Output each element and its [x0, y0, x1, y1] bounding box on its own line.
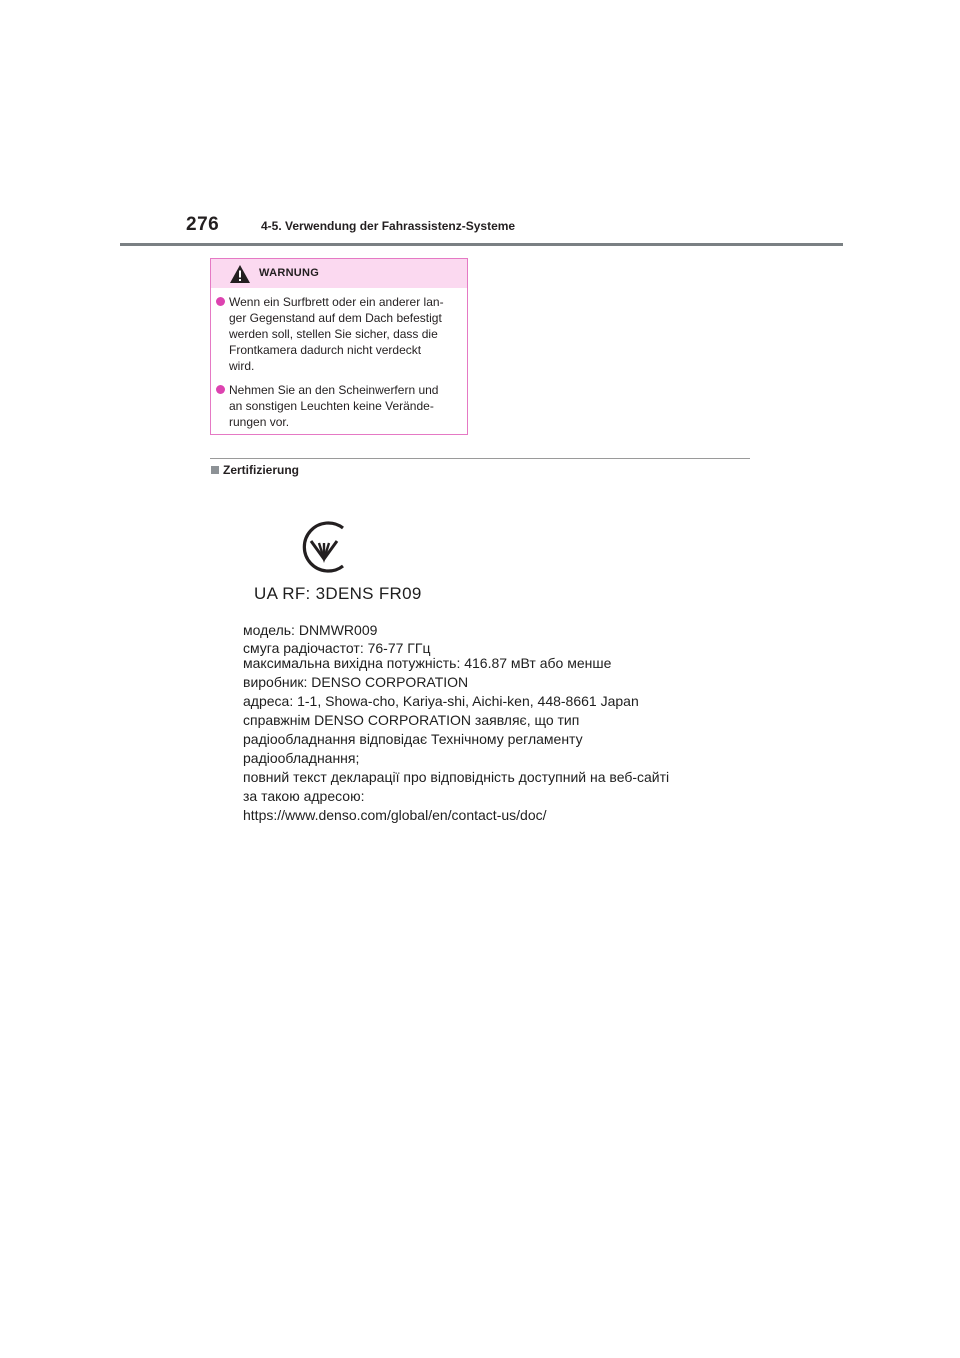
warning-item-text: Nehmen Sie an den Scheinwerfern und an sonstigen Leuchten keine Verände- rungen vor. [229, 383, 439, 429]
certification-heading [211, 463, 299, 477]
cert-url: https://www.denso.com/global/en/contact-us/doc/ [243, 807, 547, 823]
warning-header [211, 259, 467, 288]
header-rule [120, 243, 843, 246]
cert-line: радіообладнання; [243, 750, 360, 766]
warning-item [216, 294, 459, 374]
certification-heading-text: Zertifizierung [223, 463, 300, 477]
warning-item-text: Wenn ein Surfbrett oder ein anderer lan- ger Gegenstand auf dem Dach befestigt werden soll, stellen Sie sicher, dass die Frontkamera dadurch nicht verdeckt wird. [229, 295, 444, 373]
bullet-icon [216, 385, 225, 394]
section-title: 4-5. Verwendung der Fahrassistenz-Systeme [261, 219, 516, 233]
warning-items [211, 288, 467, 430]
cert-line: максимальна вихідна потужність: 416.87 мВт або менше [243, 655, 612, 671]
cert-line: радіообладнання відповідає Технічному регламенту [243, 731, 583, 747]
warning-label: WARNUNG [259, 267, 320, 279]
warning-icon [229, 264, 251, 284]
certificate-id: UA RF: 3DENS FR09 [254, 584, 422, 603]
section-rule [210, 458, 750, 459]
page-number: 276 [186, 214, 220, 235]
cert-line: адреса: 1-1, Showa-cho, Kariya-shi, Aichi-ken, 448-8661 Japan [243, 693, 639, 709]
square-bullet-icon [211, 466, 219, 474]
cert-line: за такою адресою: [243, 788, 365, 804]
ukrainian-conformity-mark-icon [297, 519, 351, 575]
warning-box [210, 258, 468, 435]
cert-line: повний текст декларації про відповідність доступний на веб-сайті [243, 769, 670, 785]
bullet-icon [216, 297, 225, 306]
cert-line: смуга радіочастот: 76-77 ГГц [243, 640, 431, 656]
cert-line: модель: DNMWR009 [243, 622, 378, 638]
warning-item [216, 382, 459, 430]
cert-line: виробник: DENSO CORPORATION [243, 674, 469, 690]
cert-line: справжнім DENSO CORPORATION заявляє, що тип [243, 712, 580, 728]
